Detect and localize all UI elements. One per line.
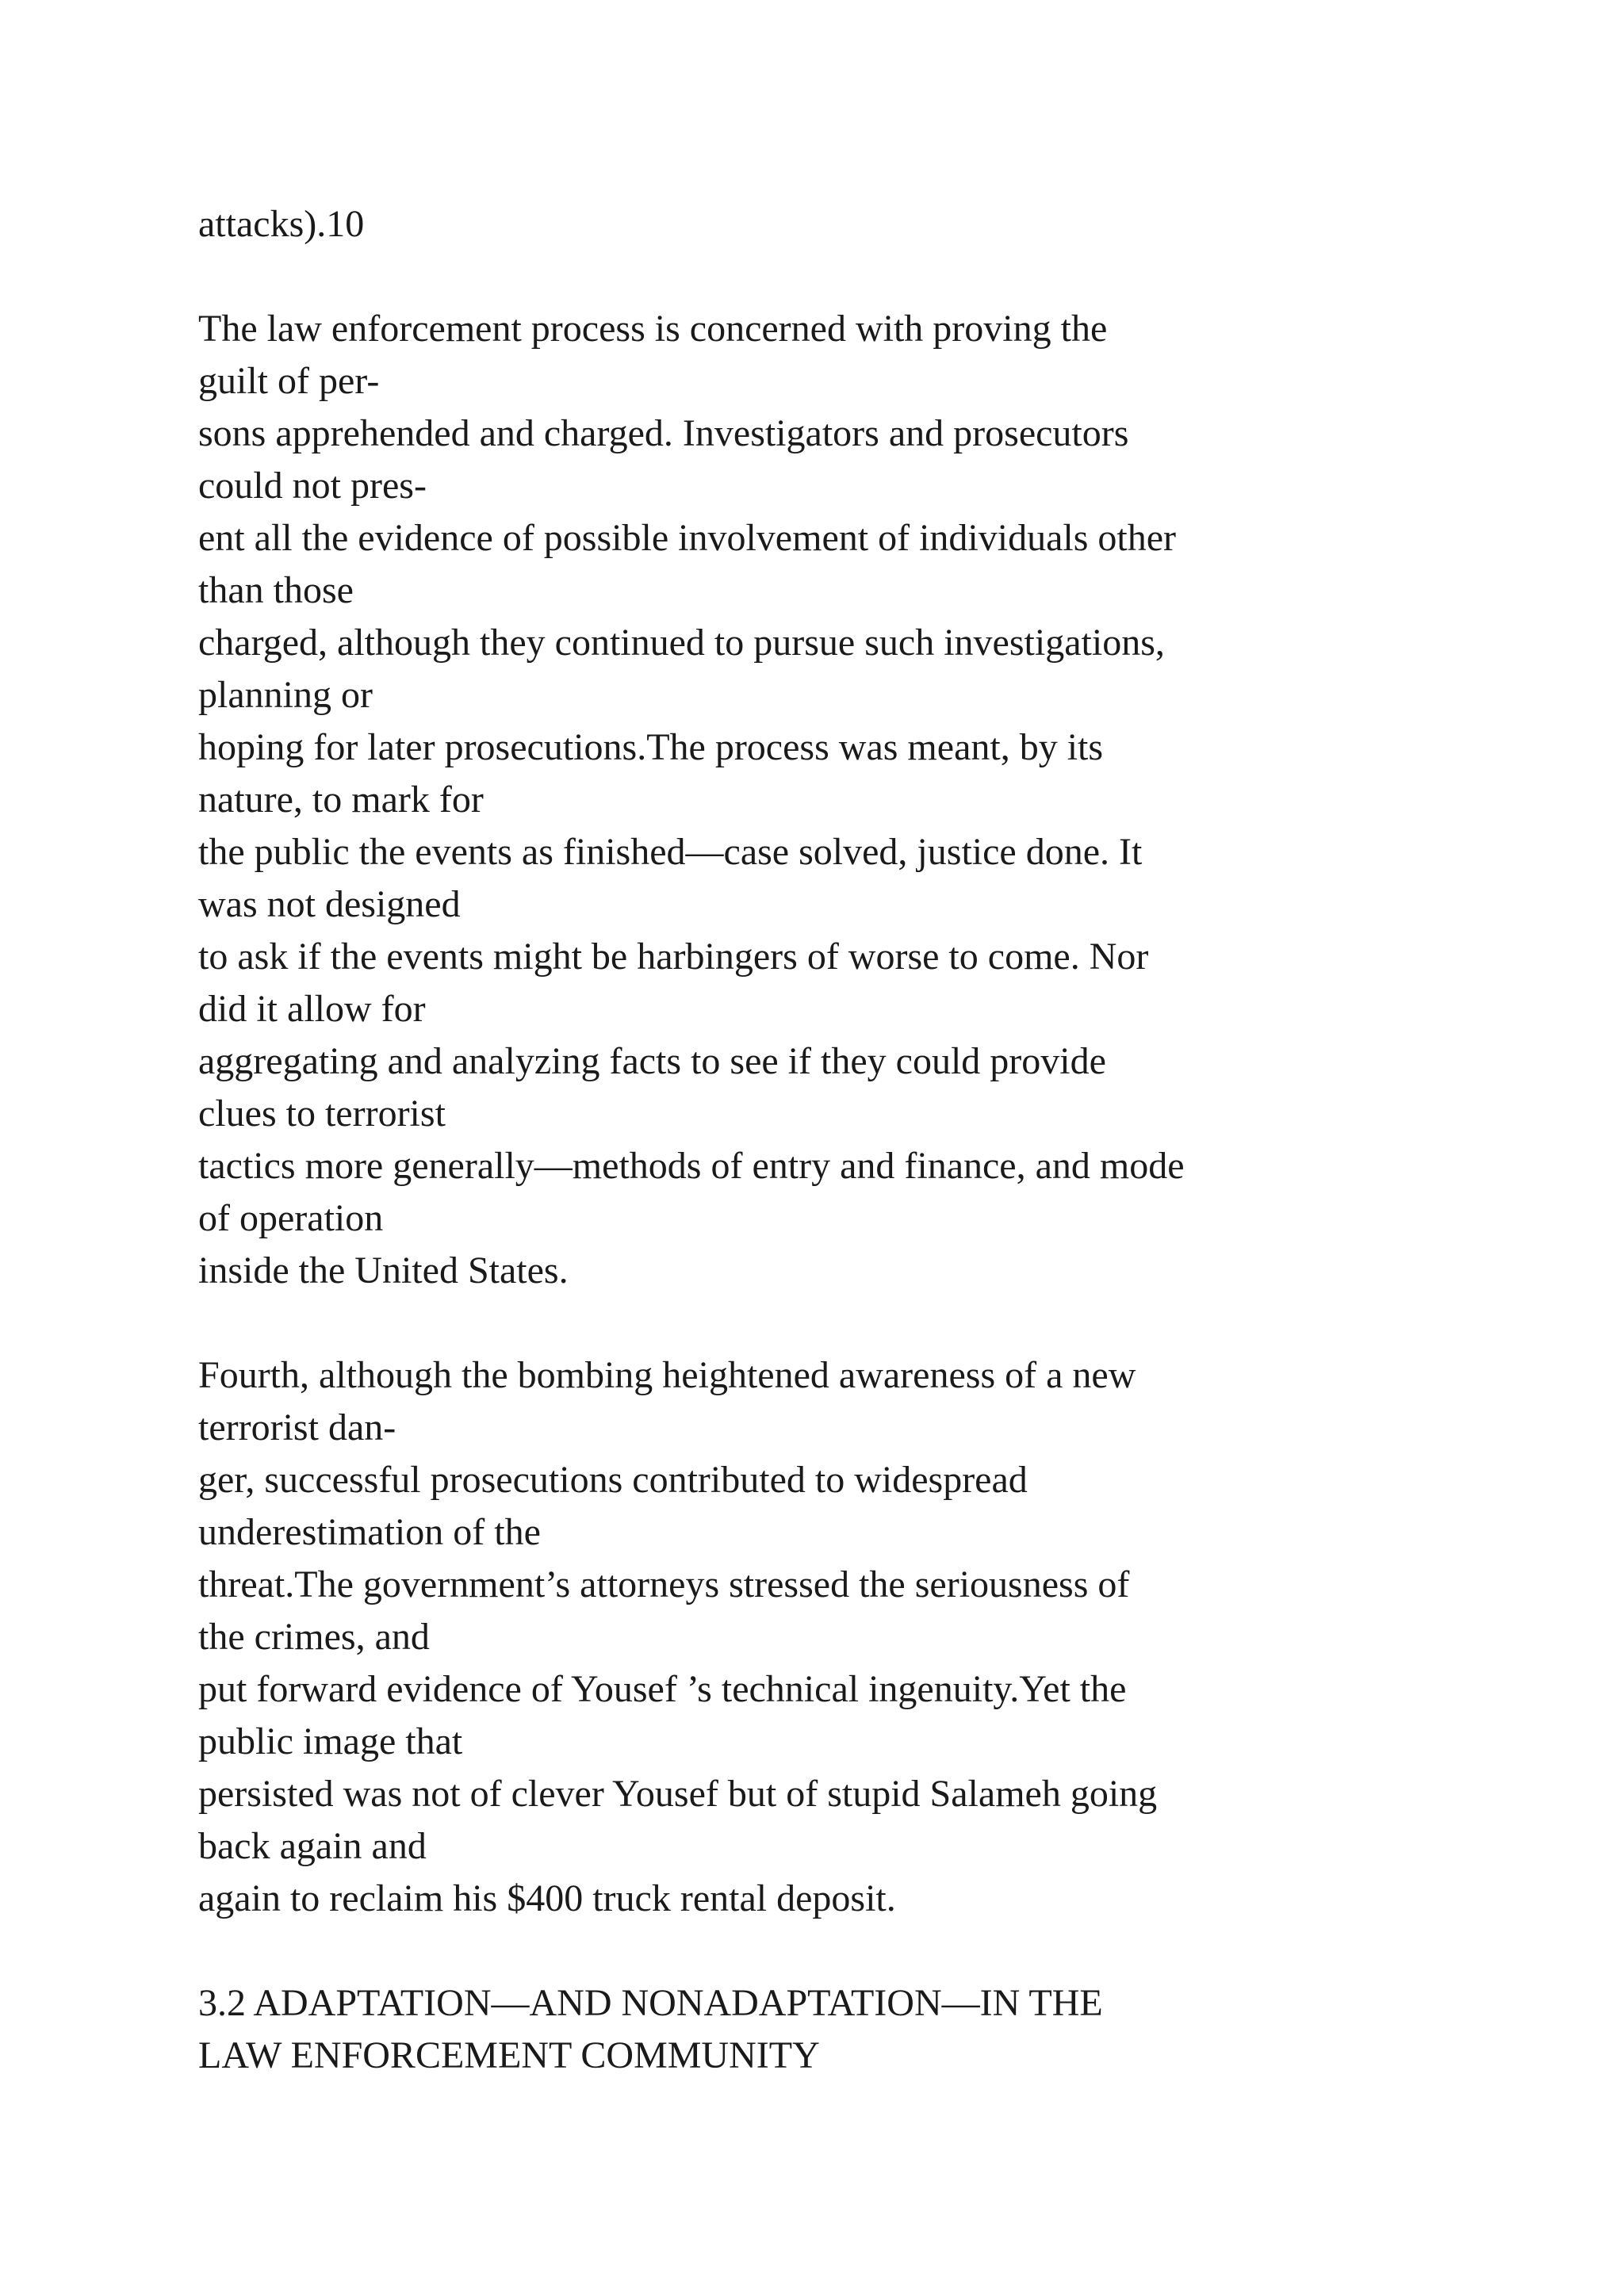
text-line: planning or xyxy=(198,674,373,716)
text-line: guilt of per- xyxy=(198,360,380,402)
text-line: underestimation of the xyxy=(198,1511,541,1553)
text-line: again to reclaim his $400 truck rental deposit. xyxy=(198,1877,896,1919)
page-content xyxy=(198,198,1507,2082)
text-line: aggregating and analyzing facts to see if they could provide xyxy=(198,1040,1106,1082)
text-line: The law enforcement process is concerned with proving the xyxy=(198,308,1108,350)
text-line: sons apprehended and charged. Investigators and prosecutors xyxy=(198,412,1129,454)
text-line: of operation xyxy=(198,1197,384,1239)
text-line: terrorist dan- xyxy=(198,1406,396,1448)
text-line: did it allow for xyxy=(198,988,426,1030)
text-line: the crimes, and xyxy=(198,1616,430,1658)
text-line: could not pres- xyxy=(198,465,427,507)
text-line: hoping for later prosecutions.The process was meant, by its xyxy=(198,726,1104,768)
paragraph-gap xyxy=(198,1297,1507,1349)
text-line: ent all the evidence of possible involvement of individuals other xyxy=(198,517,1177,559)
text-line: inside the United States. xyxy=(198,1249,569,1292)
text-line: threat.The government’s attorneys stressed the seriousness of xyxy=(198,1563,1130,1605)
text-line: nature, to mark for xyxy=(198,779,484,821)
paragraph-gap xyxy=(198,251,1507,303)
text-line: than those xyxy=(198,569,354,611)
text-line: back again and xyxy=(198,1825,427,1867)
heading-line: 3.2 ADAPTATION—AND NONADAPTATION—IN THE xyxy=(198,1982,1103,2024)
text-line: tactics more generally—methods of entry and finance, and mode xyxy=(198,1145,1185,1187)
paragraph-law-enforcement-process xyxy=(198,303,1507,1297)
section-heading xyxy=(198,1977,1507,2082)
paragraph-fourth xyxy=(198,1349,1507,1925)
text-line: clues to terrorist xyxy=(198,1093,446,1135)
text-line: was not designed xyxy=(198,883,461,925)
paragraph-gap xyxy=(198,1925,1507,1977)
text-line: ger, successful prosecutions contributed to widespread xyxy=(198,1459,1028,1501)
text-line: public image that xyxy=(198,1720,463,1762)
text-line: put forward evidence of Yousef ’s technical ingenuity.Yet the xyxy=(198,1668,1127,1710)
text-line: the public the events as finished—case solved, justice done. It xyxy=(198,831,1143,873)
opening-line: attacks).10 xyxy=(198,203,365,245)
text-line: Fourth, although the bombing heightened awareness of a new xyxy=(198,1354,1136,1396)
text-line: persisted was not of clever Yousef but of stupid Salameh going xyxy=(198,1773,1158,1815)
text-line: charged, although they continued to pursue such investigations, xyxy=(198,622,1165,664)
heading-line: LAW ENFORCEMENT COMMUNITY xyxy=(198,2034,820,2076)
text-line: to ask if the events might be harbingers of worse to come. Nor xyxy=(198,936,1149,978)
